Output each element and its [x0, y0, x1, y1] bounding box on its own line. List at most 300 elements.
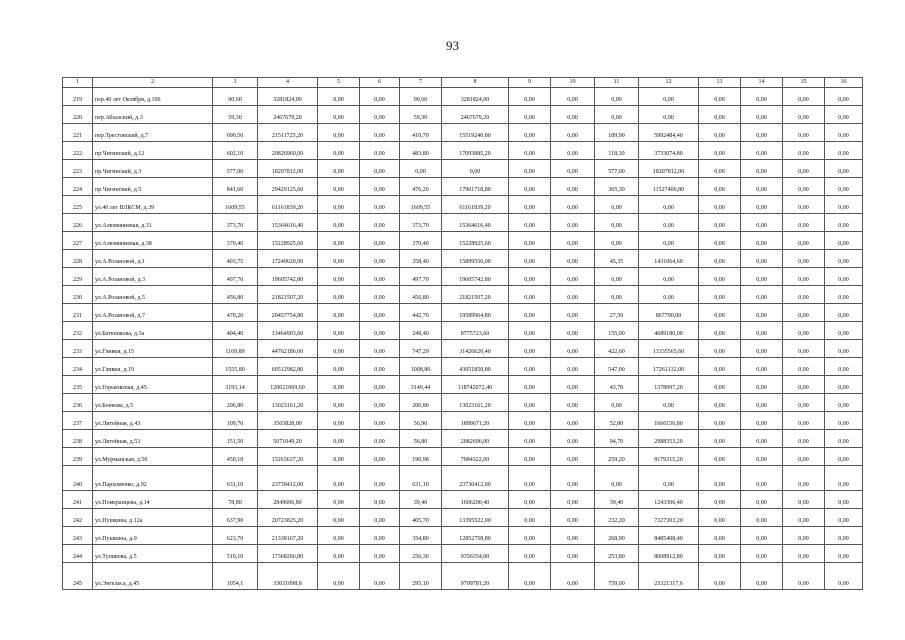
value-cell: 0,00	[699, 124, 741, 142]
value-cell: 0,00	[639, 466, 699, 491]
value-cell: 0,00	[741, 545, 783, 563]
value-cell: 0,00	[741, 160, 783, 178]
value-cell: 0,00	[783, 394, 825, 412]
table-row	[63, 160, 863, 178]
value-cell: 0,00	[825, 322, 863, 340]
value-cell: 0,00	[551, 527, 595, 545]
value-cell: 0,00	[595, 106, 639, 124]
value-cell: 0,00	[318, 545, 360, 563]
value-cell: 0,00	[551, 340, 595, 358]
value-cell: 0,00	[741, 286, 783, 304]
value-cell: 17368266,80	[258, 545, 318, 563]
value-cell: 0,00	[551, 563, 595, 590]
value-cell: 0,00	[825, 430, 863, 448]
address-cell: ул.Алюминиевая, д.38	[93, 232, 213, 250]
value-cell: 373,70	[213, 214, 258, 232]
value-cell: 0,00	[551, 250, 595, 268]
value-cell: 21511725,20	[258, 124, 318, 142]
address-cell: пер.40 лет Октября, д.106	[93, 88, 213, 106]
column-number-header: 10	[551, 78, 595, 88]
value-cell: 0,00	[551, 142, 595, 160]
value-cell: 0,00	[551, 160, 595, 178]
value-cell: 0,00	[825, 466, 863, 491]
value-cell: 0,00	[360, 430, 400, 448]
address-cell: ул.Гливки, д.19	[93, 358, 213, 376]
row-number-cell: 222	[63, 142, 93, 160]
value-cell: 0,00	[509, 286, 551, 304]
value-cell: 0,00	[318, 286, 360, 304]
value-cell: 0,00	[741, 88, 783, 106]
table-row	[63, 527, 863, 545]
value-cell: 0,00	[741, 196, 783, 214]
value-cell: 0,00	[825, 178, 863, 196]
address-cell: ул.Пархоменко, д.92	[93, 466, 213, 491]
value-cell: 0,00	[509, 491, 551, 509]
value-cell: 43,70	[595, 376, 639, 394]
value-cell: 0,00	[699, 358, 741, 376]
value-cell: 0,00	[551, 466, 595, 491]
value-cell: 0,00	[741, 268, 783, 286]
column-number-header: 6	[360, 78, 400, 88]
value-cell: 52,80	[595, 412, 639, 430]
value-cell: 0,00	[783, 412, 825, 430]
value-cell: 1378997,20	[639, 376, 699, 394]
housing-registry-table	[62, 77, 863, 590]
value-cell: 8179315,20	[639, 448, 699, 466]
value-cell: 45,35	[595, 250, 639, 268]
value-cell: 0,00	[825, 448, 863, 466]
value-cell: 405,70	[400, 509, 442, 527]
value-cell: 0,00	[442, 160, 509, 178]
value-cell: 39,40	[595, 491, 639, 509]
value-cell: 0,00	[509, 430, 551, 448]
value-cell: 410,70	[400, 124, 442, 142]
value-cell: 0,00	[825, 340, 863, 358]
address-cell: ул.Литейная, д.43	[93, 412, 213, 430]
value-cell: 9356354,00	[442, 545, 509, 563]
value-cell: 0,00	[318, 358, 360, 376]
value-cell: 59,30	[213, 106, 258, 124]
value-cell: 3281824,00	[258, 88, 318, 106]
value-cell: 0,00	[360, 376, 400, 394]
value-cell: 510,10	[213, 545, 258, 563]
value-cell: 0,00	[825, 124, 863, 142]
value-cell: 0,00	[595, 88, 639, 106]
row-number-cell: 231	[63, 304, 93, 322]
value-cell: 0,00	[595, 232, 639, 250]
value-cell: 0,00	[783, 430, 825, 448]
value-cell: 0,00	[595, 214, 639, 232]
value-cell: 0,00	[360, 178, 400, 196]
address-cell: ул.Пушкина, д.12а	[93, 509, 213, 527]
value-cell: 0,00	[699, 268, 741, 286]
value-cell: 11527406,80	[639, 178, 699, 196]
value-cell: 0,00	[360, 124, 400, 142]
value-cell: 759,00	[595, 563, 639, 590]
value-cell: 0,00	[741, 491, 783, 509]
value-cell: 5071049,20	[258, 430, 318, 448]
column-number-header: 2	[93, 78, 213, 88]
value-cell: 120021069,60	[258, 376, 318, 394]
table-row	[63, 268, 863, 286]
value-cell: 3281824,00	[442, 88, 509, 106]
value-cell: 0,00	[318, 88, 360, 106]
value-cell: 19605742,80	[442, 268, 509, 286]
value-cell: 0,00	[699, 88, 741, 106]
value-cell: 0,00	[699, 466, 741, 491]
value-cell: 17261132,00	[639, 358, 699, 376]
address-cell: ул.Тупикова, д.5	[93, 545, 213, 563]
value-cell: 577,00	[213, 160, 258, 178]
value-cell: 249,40	[400, 322, 442, 340]
value-cell: 0,00	[509, 232, 551, 250]
value-cell: 15519240,80	[442, 124, 509, 142]
value-cell: 232,20	[595, 509, 639, 527]
value-cell: 0,00	[360, 509, 400, 527]
value-cell: 0,00	[699, 250, 741, 268]
value-cell: 577,00	[595, 160, 639, 178]
value-cell: 0,00	[825, 527, 863, 545]
value-cell: 13023161,20	[442, 394, 509, 412]
value-cell: 403,75	[213, 250, 258, 268]
value-cell: 0,00	[741, 142, 783, 160]
value-cell: 0,00	[741, 304, 783, 322]
value-cell: 0,00	[551, 394, 595, 412]
value-cell: 0,00	[639, 106, 699, 124]
value-cell: 206,80	[213, 394, 258, 412]
table-row	[63, 124, 863, 142]
row-number-cell: 225	[63, 196, 93, 214]
value-cell: 90,60	[400, 88, 442, 106]
value-cell: 631,10	[213, 466, 258, 491]
value-cell: 0,00	[318, 196, 360, 214]
value-cell: 0,00	[825, 412, 863, 430]
value-cell: 7327303,20	[639, 509, 699, 527]
table-row	[63, 304, 863, 322]
value-cell: 0,00	[551, 196, 595, 214]
table-row	[63, 286, 863, 304]
value-cell: 0,00	[318, 412, 360, 430]
value-cell: 0,00	[825, 509, 863, 527]
value-cell: 0,00	[699, 563, 741, 590]
value-cell: 259,20	[595, 448, 639, 466]
value-cell: 268,90	[595, 527, 639, 545]
value-cell: 841,60	[213, 178, 258, 196]
value-cell: 0,00	[699, 545, 741, 563]
value-cell: 56,80	[400, 430, 442, 448]
row-number-cell: 227	[63, 232, 93, 250]
value-cell: 0,00	[825, 106, 863, 124]
value-cell: 0,00	[360, 268, 400, 286]
value-cell: 0,00	[699, 106, 741, 124]
value-cell: 13335565,60	[639, 340, 699, 358]
value-cell: 1606200,40	[442, 491, 509, 509]
value-cell: 0,00	[783, 491, 825, 509]
value-cell: 404,40	[213, 322, 258, 340]
value-cell: 0,00	[741, 232, 783, 250]
value-cell: 21821507,20	[258, 286, 318, 304]
value-cell: 21821507,20	[442, 286, 509, 304]
value-cell: 12852758,80	[442, 527, 509, 545]
table-row	[63, 430, 863, 448]
value-cell: 13395522,00	[442, 509, 509, 527]
address-cell: ул.Энгельса, д.45	[93, 563, 213, 590]
table-header-row	[63, 78, 863, 88]
value-cell: 0,00	[360, 322, 400, 340]
value-cell: 373,70	[400, 214, 442, 232]
address-cell: ул.Литейная, д.53	[93, 430, 213, 448]
value-cell: 0,00	[825, 563, 863, 590]
value-cell: 0,00	[783, 160, 825, 178]
value-cell: 0,00	[783, 286, 825, 304]
value-cell: 18207812,00	[639, 160, 699, 178]
value-cell: 13464903,60	[258, 322, 318, 340]
column-number-header: 1	[63, 78, 93, 88]
row-number-cell: 224	[63, 178, 93, 196]
value-cell: 0,00	[360, 142, 400, 160]
address-cell: ул.А.Розановой, д.7	[93, 304, 213, 322]
value-cell: 61161839,20	[258, 196, 318, 214]
value-cell: 0,00	[825, 268, 863, 286]
value-cell: 0,00	[551, 376, 595, 394]
value-cell: 450,18	[213, 448, 258, 466]
value-cell: 94,70	[595, 430, 639, 448]
value-cell: 0,00	[699, 322, 741, 340]
value-cell: 8485408,40	[639, 527, 699, 545]
value-cell: 0,00	[318, 340, 360, 358]
value-cell: 18207812,00	[258, 160, 318, 178]
value-cell: 29429125,60	[258, 178, 318, 196]
value-cell: 17093885,20	[442, 142, 509, 160]
value-cell: 27,50	[595, 304, 639, 322]
value-cell: 0,00	[595, 466, 639, 491]
address-cell: ул.Мурманская, д.50	[93, 448, 213, 466]
table-row	[63, 394, 863, 412]
address-cell: пер.Трестовский, д.7	[93, 124, 213, 142]
value-cell: 0,00	[318, 448, 360, 466]
value-cell: 1609,55	[400, 196, 442, 214]
value-cell: 15228925,60	[442, 232, 509, 250]
value-cell: 21338167,20	[258, 527, 318, 545]
value-cell: 0,00	[318, 491, 360, 509]
value-cell: 1008,80	[400, 358, 442, 376]
value-cell: 0,00	[825, 358, 863, 376]
value-cell: 483,80	[400, 142, 442, 160]
value-cell: 2849606,80	[258, 491, 318, 509]
column-number-header: 14	[741, 78, 783, 88]
value-cell: 0,00	[318, 322, 360, 340]
value-cell: 206,80	[400, 394, 442, 412]
value-cell: 2467679,20	[258, 106, 318, 124]
value-cell: 8008912,80	[639, 545, 699, 563]
value-cell: 15263637,20	[258, 448, 318, 466]
value-cell: 0,00	[825, 214, 863, 232]
value-cell: 0,00	[551, 491, 595, 509]
value-cell: 0,00	[741, 394, 783, 412]
value-cell: 0,00	[639, 88, 699, 106]
value-cell: 151,50	[213, 430, 258, 448]
value-cell: 0,00	[509, 268, 551, 286]
value-cell: 0,00	[551, 286, 595, 304]
value-cell: 497,70	[400, 268, 442, 286]
value-cell: 0,00	[551, 214, 595, 232]
value-cell: 0,00	[509, 250, 551, 268]
value-cell: 5992484,40	[639, 124, 699, 142]
value-cell: 0,00	[595, 196, 639, 214]
value-cell: 0,00	[741, 124, 783, 142]
address-cell: ул.Боевова, д.5	[93, 394, 213, 412]
value-cell: 23730412,00	[442, 466, 509, 491]
value-cell: 0,00	[318, 160, 360, 178]
value-cell: 0,00	[741, 509, 783, 527]
value-cell: 0,00	[741, 563, 783, 590]
value-cell: 0,00	[551, 124, 595, 142]
row-number-cell: 229	[63, 268, 93, 286]
address-cell: пр.Чигинский, д.12	[93, 142, 213, 160]
value-cell: 623,70	[213, 527, 258, 545]
value-cell: 1169,89	[213, 340, 258, 358]
value-cell: 0,00	[318, 430, 360, 448]
value-cell: 0,00	[825, 491, 863, 509]
value-cell: 0,00	[699, 214, 741, 232]
table-row	[63, 466, 863, 491]
value-cell: 0,00	[551, 545, 595, 563]
column-number-header: 15	[783, 78, 825, 88]
value-cell: 0,00	[318, 527, 360, 545]
value-cell: 0,00	[360, 196, 400, 214]
value-cell: 422,60	[595, 340, 639, 358]
column-number-header: 16	[825, 78, 863, 88]
value-cell: 0,00	[783, 322, 825, 340]
value-cell: 0,00	[360, 286, 400, 304]
row-number-cell: 230	[63, 286, 93, 304]
address-cell: ул.Померанцева, д.14	[93, 491, 213, 509]
value-cell: 0,00	[825, 232, 863, 250]
row-number-cell: 234	[63, 358, 93, 376]
value-cell: 0,00	[551, 268, 595, 286]
value-cell: 0,00	[551, 509, 595, 527]
value-cell: 59,30	[400, 106, 442, 124]
row-number-cell: 235	[63, 376, 93, 394]
value-cell: 0,00	[360, 160, 400, 178]
value-cell: 1666156,80	[639, 412, 699, 430]
value-cell: 44762186,60	[258, 340, 318, 358]
table-row	[63, 545, 863, 563]
value-cell: 118742072,40	[442, 376, 509, 394]
value-cell: 0,00	[318, 268, 360, 286]
value-cell: 0,00	[400, 160, 442, 178]
value-cell: 0,00	[360, 232, 400, 250]
address-cell: пр.Чигинский, д.5	[93, 178, 213, 196]
address-cell: ул.А.Розановой, д.5	[93, 286, 213, 304]
value-cell: 0,00	[639, 232, 699, 250]
value-cell: 0,00	[595, 268, 639, 286]
value-cell: 0,00	[699, 160, 741, 178]
value-cell: 0,00	[360, 563, 400, 590]
value-cell: 747,29	[400, 340, 442, 358]
value-cell: 358,40	[400, 250, 442, 268]
value-cell: 0,00	[699, 304, 741, 322]
value-cell: 0,00	[551, 106, 595, 124]
value-cell: 0,00	[783, 196, 825, 214]
value-cell: 0,00	[825, 286, 863, 304]
table-row	[63, 376, 863, 394]
value-cell: 0,00	[741, 376, 783, 394]
value-cell: 1054,1	[213, 563, 258, 590]
value-cell: 0,00	[318, 232, 360, 250]
row-number-cell: 219	[63, 88, 93, 106]
value-cell: 370,40	[213, 232, 258, 250]
value-cell: 0,00	[699, 394, 741, 412]
value-cell: 0,00	[509, 394, 551, 412]
value-cell: 0,00	[551, 322, 595, 340]
row-number-cell: 243	[63, 527, 93, 545]
table-row	[63, 358, 863, 376]
value-cell: 20457754,80	[258, 304, 318, 322]
value-cell: 0,00	[783, 527, 825, 545]
value-cell: 0,00	[783, 466, 825, 491]
value-cell: 3565828,00	[258, 412, 318, 430]
value-cell: 190,98	[400, 448, 442, 466]
value-cell: 15364616,40	[442, 214, 509, 232]
value-cell: 0,00	[360, 527, 400, 545]
value-cell: 0,00	[318, 304, 360, 322]
table-row	[63, 509, 863, 527]
table-row	[63, 88, 863, 106]
value-cell: 0,00	[783, 563, 825, 590]
value-cell: 0,00	[360, 340, 400, 358]
value-cell: 3733074,80	[639, 142, 699, 160]
column-number-header: 11	[595, 78, 639, 88]
value-cell: 253,80	[595, 545, 639, 563]
row-number-cell: 241	[63, 491, 93, 509]
value-cell: 109,70	[213, 412, 258, 430]
value-cell: 0,00	[509, 304, 551, 322]
address-cell: ул.Горьковская, д.45	[93, 376, 213, 394]
value-cell: 8775723,60	[442, 322, 509, 340]
value-cell: 0,00	[551, 232, 595, 250]
table-row	[63, 142, 863, 160]
table-row	[63, 322, 863, 340]
value-cell: 0,00	[699, 527, 741, 545]
value-cell: 90,60	[213, 88, 258, 106]
value-cell: 19589964,80	[442, 304, 509, 322]
value-cell: 295,10	[400, 563, 442, 590]
value-cell: 39,40	[400, 491, 442, 509]
row-number-cell: 223	[63, 160, 93, 178]
table-row	[63, 340, 863, 358]
table-row	[63, 178, 863, 196]
value-cell: 0,00	[825, 142, 863, 160]
row-number-cell: 232	[63, 322, 93, 340]
column-number-header: 13	[699, 78, 741, 88]
value-cell: 867790,00	[639, 304, 699, 322]
value-cell: 1609,55	[213, 196, 258, 214]
value-cell: 0,00	[699, 376, 741, 394]
value-cell: 0,00	[509, 340, 551, 358]
value-cell: 365,30	[595, 178, 639, 196]
value-cell: 1243306,40	[639, 491, 699, 509]
value-cell: 0,00	[783, 106, 825, 124]
value-cell: 0,00	[741, 358, 783, 376]
value-cell: 0,00	[509, 106, 551, 124]
value-cell: 0,00	[783, 88, 825, 106]
value-cell: 0,00	[699, 412, 741, 430]
value-cell: 17249620,00	[258, 250, 318, 268]
value-cell: 0,00	[360, 491, 400, 509]
value-cell: 2082696,00	[442, 430, 509, 448]
value-cell: 0,00	[783, 268, 825, 286]
